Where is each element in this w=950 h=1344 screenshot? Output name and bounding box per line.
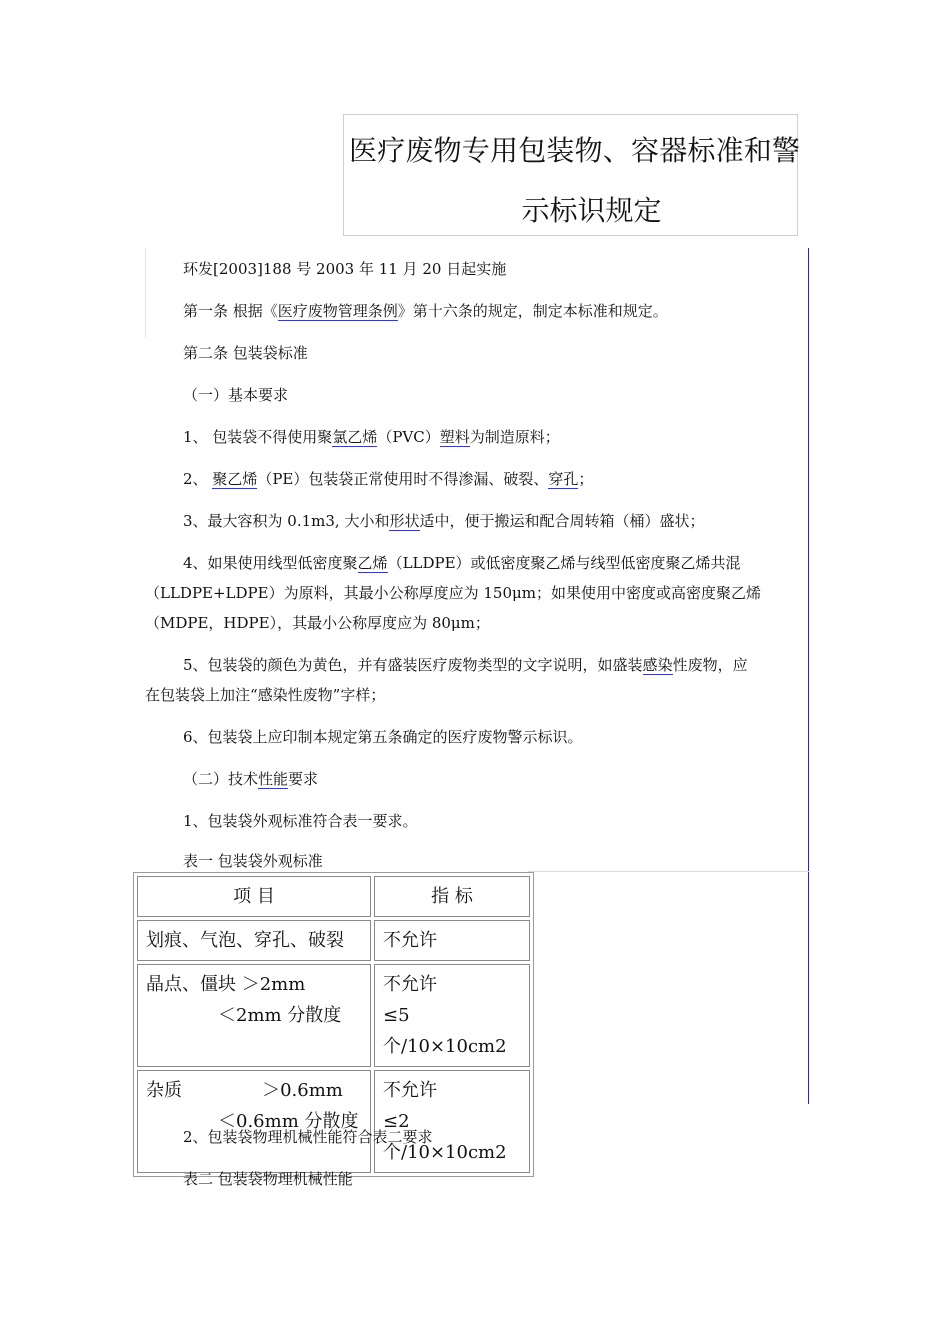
regulation-link[interactable]: 医疗废物管理条例 [277,302,398,320]
item-4-line-2: （LLDPE+LDPE）为原料，其最小公称厚度应为 150μm；如果使用中密度或高密度聚乙烯 [145,584,761,602]
title-box [343,114,801,236]
article-1-text-post: 》第十六条的规定，制定本标准和规定。 [397,302,668,320]
document-reference: 环发[2003]188 号 2003 年 11 月 20 日起实施 [183,260,507,278]
article-1-text: 第一条 根据《 [183,302,278,320]
table-header-row [137,876,530,917]
perforation-link[interactable]: 穿孔 [548,470,579,488]
table-1-caption: 表一 包装袋外观标准 [183,852,323,870]
tech-requirement-1: 1、包装袋外观标准符合表一要求。 [183,812,418,830]
table-cell-line: 晶点、僵块 ＞2mm [146,974,306,995]
table-cell-value [374,964,530,1067]
section-1-heading: （一）基本要求 [183,386,289,404]
section-2-heading [183,764,318,794]
table-row [137,964,530,1067]
table-cell-line: ＜0.6mm 分散度 [218,1111,359,1132]
item-3-text-post: 适中，便于搬运和配合周转箱（桶）盛状； [419,512,705,530]
section-2-text: （二）技术 [183,770,259,788]
item-4-text-post: （LLDPE）或低密度聚乙烯与线型低密度聚乙烯共混 [387,554,741,572]
table-cell-item: 划痕、气泡、穿孔、破裂 [137,920,371,961]
table-header-value: 指 标 [374,876,530,917]
table-cell-item [137,964,371,1067]
ethylene-link[interactable]: 乙烯 [357,554,388,572]
item-5-text: 5、包装袋的颜色为黄色，并有盛装医疗废物类型的文字说明，如盛装 [183,656,643,674]
item-1-text-post: 为制造原料； [469,428,560,446]
item-2-text-mid: （PE）包装袋正常使用时不得渗漏、破裂、 [257,470,549,488]
item-6: 6、包装袋上应印制本规定第五条确定的医疗废物警示标识。 [183,728,583,746]
frame-right-line [808,248,809,1104]
item-4-line-1 [183,548,741,578]
item-1 [183,422,560,452]
shape-link[interactable]: 形状 [389,512,420,530]
frame-divider [528,871,809,872]
table-cell-value: 不允许 [374,920,530,961]
plastic-link[interactable]: 塑料 [439,428,470,446]
article-1 [183,296,668,326]
item-4-line-3: （MDPE，HDPE），其最小公称厚度应为 80μm； [145,614,490,632]
article-2-heading: 第二条 包装袋标准 [183,344,308,362]
item-4-text: 4、如果使用线型低密度聚 [183,554,358,572]
item-2-text: 2、 [183,470,213,488]
polyethylene-link[interactable]: 聚乙烯 [212,470,258,488]
table-header-item: 项 目 [137,876,371,917]
item-5-text-post: 性废物，应 [672,656,748,674]
table-cell-line: ≤5 个/10×10cm2 [383,1005,507,1057]
table-cell-line: ≤2 个/10×10cm2 [383,1111,507,1163]
item-3 [183,506,705,536]
infection-link[interactable]: 感染 [642,656,673,674]
table-cell-line: 杂质 ＞0.6mm [146,1080,343,1101]
performance-link[interactable]: 性能 [258,770,289,788]
document-title-line-1: 医疗废物专用包装物、容器标准和警 [349,134,801,167]
item-1-text: 1、 包装袋不得使用聚 [183,428,333,446]
item-2 [183,464,593,494]
item-1-text-mid: （PVC） [377,428,440,446]
item-3-text: 3、最大容积为 0.1m3, 大小和 [183,512,390,530]
table-cell-line: ＜2mm 分散度 [218,1005,342,1026]
document-title-line-2: 示标识规定 [521,194,662,227]
table-2-caption: 表二 包装袋物理机械性能 [183,1170,353,1188]
table-cell-line: 不允许 [383,1080,437,1101]
tech-requirement-2: 2、包装袋物理机械性能符合表二要求 [183,1128,433,1146]
item-2-text-post: ； [578,470,594,488]
item-5-line-2: 在包装袋上加注“感染性废物”字样； [145,686,386,704]
table-cell-line: 不允许 [383,974,437,995]
section-2-text-post: 要求 [288,770,319,788]
item-5-line-1 [183,650,748,680]
frame-left-line [145,248,146,338]
pvc-link[interactable]: 氯乙烯 [332,428,378,446]
table-row [137,920,530,961]
